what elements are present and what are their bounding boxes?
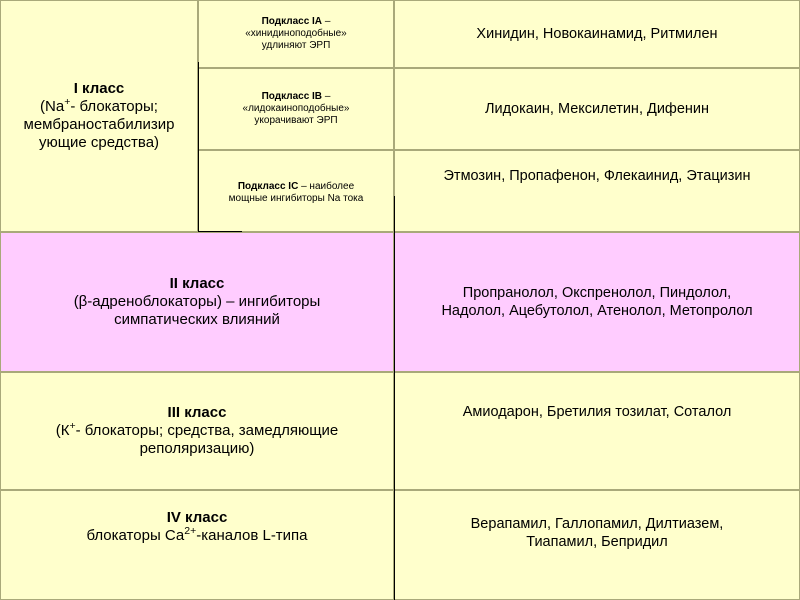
subclass-ib-line2: «лидокаиноподобные» [242,103,350,114]
subclass-ib-line1: Подкласс IB – [261,91,331,102]
class2-title: II класс [169,275,225,292]
subclass-ia-drugs: Хинидин, Новокаинамид, Ритмилен [476,26,718,42]
divider-line [394,196,395,600]
subclass-ic-line2: мощные ингибиторы Na тока [228,193,364,204]
subclass-ic-drugs: Этмозин, Пропафенон, Флекаинид, Этацизин [443,168,751,184]
subclass-ia-cell [198,0,394,68]
divider-line [198,62,199,232]
subclass-ib-line3: укорачивают ЭРП [254,115,338,126]
subclass-ia-line1: Подкласс IA – [261,16,331,27]
subclass-ic-drugs-cell [394,150,800,232]
class2-drugs-line2: Надолол, Ацебутолол, Атенолол, Метопролол [441,303,753,319]
subclass-ia-drugs-cell [394,0,800,68]
class1-line2: (Na+- блокаторы; [40,96,158,115]
class3-line3: реполяризацию) [139,440,255,457]
class4-drugs-cell [394,490,800,600]
class1-cell [0,0,198,232]
class4-cell [0,490,394,600]
class4-line2: блокаторы $Са^{2+}$-каналов L-типа [86,525,308,544]
class1-line4: ующие средства) [38,134,160,151]
class3-line2: (К+- блокаторы; средства, замедляющие [55,420,339,439]
class1-title: I класс [73,80,125,97]
divider-line [198,231,242,232]
subclass-ib-cell [198,68,394,150]
class3-cell [0,372,394,490]
class4-drugs-line1: Верапамил, Галлопамил, Дилтиазем, [470,516,724,532]
subclass-ic-line1: Подкласс IC – наиболее [237,181,355,192]
subclass-ia-line2: «хинидиноподобные» [245,28,347,39]
class4-drugs-line2: Тиапамил, Бепридил [526,534,668,550]
subclass-ib-drugs-cell [394,68,800,150]
class2-line3: симпатических влияний [114,311,280,328]
subclass-ib-drugs: Лидокаин, Мексилетин, Дифенин [484,101,710,117]
class3-title: III класс [167,404,227,421]
class2-cell [0,232,394,372]
class4-title: IV класс [166,509,228,526]
class3-drugs-cell [394,372,800,490]
class2-drugs-line1: Пропранолол, Окспренолол, Пиндолол, [462,285,732,301]
class2-line2: (β-адреноблокаторы) – ингибиторы [73,293,321,310]
subclass-ic-cell [198,150,394,232]
class2-drugs-cell [394,232,800,372]
class1-line3: мембраностабилизир [23,116,175,133]
subclass-ia-line3: удлиняют ЭРП [261,40,331,51]
class3-drugs: Амиодарон, Бретилия тозилат, Соталол [462,404,732,420]
